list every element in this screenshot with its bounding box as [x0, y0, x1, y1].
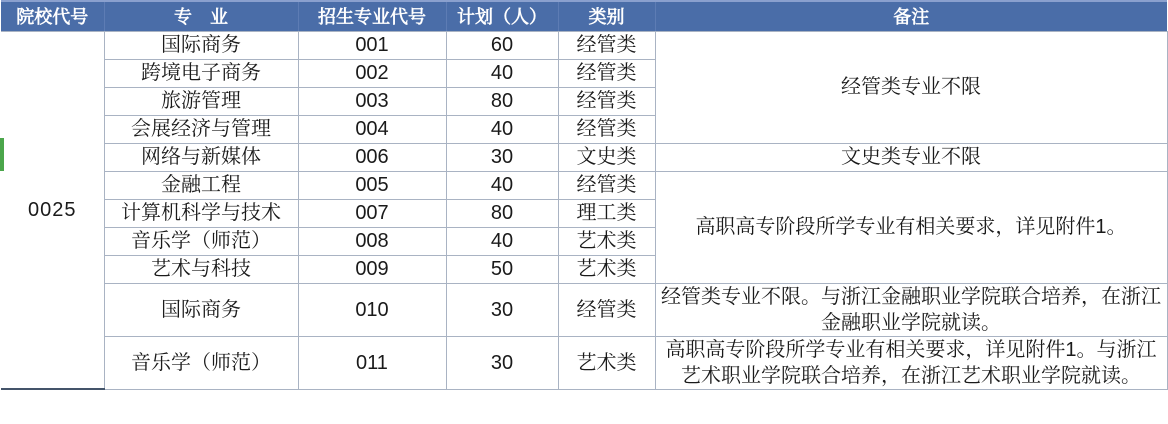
row-selection-marker	[0, 138, 4, 171]
category-cell[interactable]: 经管类	[558, 171, 655, 199]
code-cell[interactable]: 005	[298, 171, 446, 199]
col-header-school-code[interactable]: 院校代号	[1, 1, 104, 31]
category-cell[interactable]: 艺术类	[558, 255, 655, 283]
major-cell[interactable]: 国际商务	[104, 31, 298, 59]
header-row	[1, 1, 1167, 31]
category-cell[interactable]: 经管类	[558, 31, 655, 59]
plan-cell[interactable]: 30	[446, 336, 558, 389]
category-cell[interactable]: 经管类	[558, 59, 655, 87]
category-cell[interactable]: 经管类	[558, 87, 655, 115]
plan-cell[interactable]: 60	[446, 31, 558, 59]
table-row	[1, 283, 1167, 336]
table-row	[1, 336, 1167, 389]
remark-cell[interactable]: 文史类专业不限	[655, 143, 1167, 171]
remark-cell[interactable]: 高职高专阶段所学专业有相关要求，详见附件1。与浙江艺术职业学院联合培养，在浙江艺术职业学院就读。	[655, 336, 1167, 389]
code-cell[interactable]: 007	[298, 199, 446, 227]
plan-cell[interactable]: 40	[446, 115, 558, 143]
plan-cell[interactable]: 40	[446, 59, 558, 87]
category-cell[interactable]: 经管类	[558, 115, 655, 143]
remark-cell[interactable]: 高职高专阶段所学专业有相关要求，详见附件1。	[655, 171, 1167, 283]
col-header-category[interactable]: 类别	[558, 1, 655, 31]
school-code-cell[interactable]: 0025	[1, 31, 104, 389]
major-cell[interactable]: 国际商务	[104, 283, 298, 336]
category-cell[interactable]: 文史类	[558, 143, 655, 171]
code-cell[interactable]: 006	[298, 143, 446, 171]
major-cell[interactable]: 网络与新媒体	[104, 143, 298, 171]
plan-cell[interactable]: 30	[446, 283, 558, 336]
major-cell[interactable]: 艺术与科技	[104, 255, 298, 283]
table-row	[1, 171, 1167, 199]
plan-cell[interactable]: 80	[446, 199, 558, 227]
remark-cell[interactable]: 经管类专业不限	[655, 31, 1167, 143]
table-row-highlighted	[1, 143, 1167, 171]
major-cell[interactable]: 旅游管理	[104, 87, 298, 115]
code-cell[interactable]: 011	[298, 336, 446, 389]
code-cell[interactable]: 004	[298, 115, 446, 143]
major-cell[interactable]: 会展经济与管理	[104, 115, 298, 143]
code-cell[interactable]: 008	[298, 227, 446, 255]
remark-cell[interactable]: 经管类专业不限。与浙江金融职业学院联合培养，在浙江金融职业学院就读。	[655, 283, 1167, 336]
admissions-table	[1, 0, 1168, 390]
plan-cell[interactable]: 80	[446, 87, 558, 115]
code-cell[interactable]: 010	[298, 283, 446, 336]
col-header-admission-code[interactable]: 招生专业代号	[298, 1, 446, 31]
major-cell[interactable]: 金融工程	[104, 171, 298, 199]
major-cell[interactable]: 计算机科学与技术	[104, 199, 298, 227]
plan-cell[interactable]: 40	[446, 171, 558, 199]
code-cell[interactable]: 002	[298, 59, 446, 87]
major-cell[interactable]: 音乐学（师范）	[104, 336, 298, 389]
category-cell[interactable]: 艺术类	[558, 227, 655, 255]
col-header-remark[interactable]: 备注	[655, 1, 1167, 31]
major-cell[interactable]: 音乐学（师范）	[104, 227, 298, 255]
plan-cell[interactable]: 50	[446, 255, 558, 283]
col-header-plan[interactable]: 计划（人）	[446, 1, 558, 31]
category-cell[interactable]: 艺术类	[558, 336, 655, 389]
code-cell[interactable]: 001	[298, 31, 446, 59]
major-cell[interactable]: 跨境电子商务	[104, 59, 298, 87]
category-cell[interactable]: 理工类	[558, 199, 655, 227]
code-cell[interactable]: 009	[298, 255, 446, 283]
code-cell[interactable]: 003	[298, 87, 446, 115]
col-header-major[interactable]: 专 业	[104, 1, 298, 31]
table-row	[1, 31, 1167, 59]
plan-cell[interactable]: 30	[446, 143, 558, 171]
plan-cell[interactable]: 40	[446, 227, 558, 255]
category-cell[interactable]: 经管类	[558, 283, 655, 336]
